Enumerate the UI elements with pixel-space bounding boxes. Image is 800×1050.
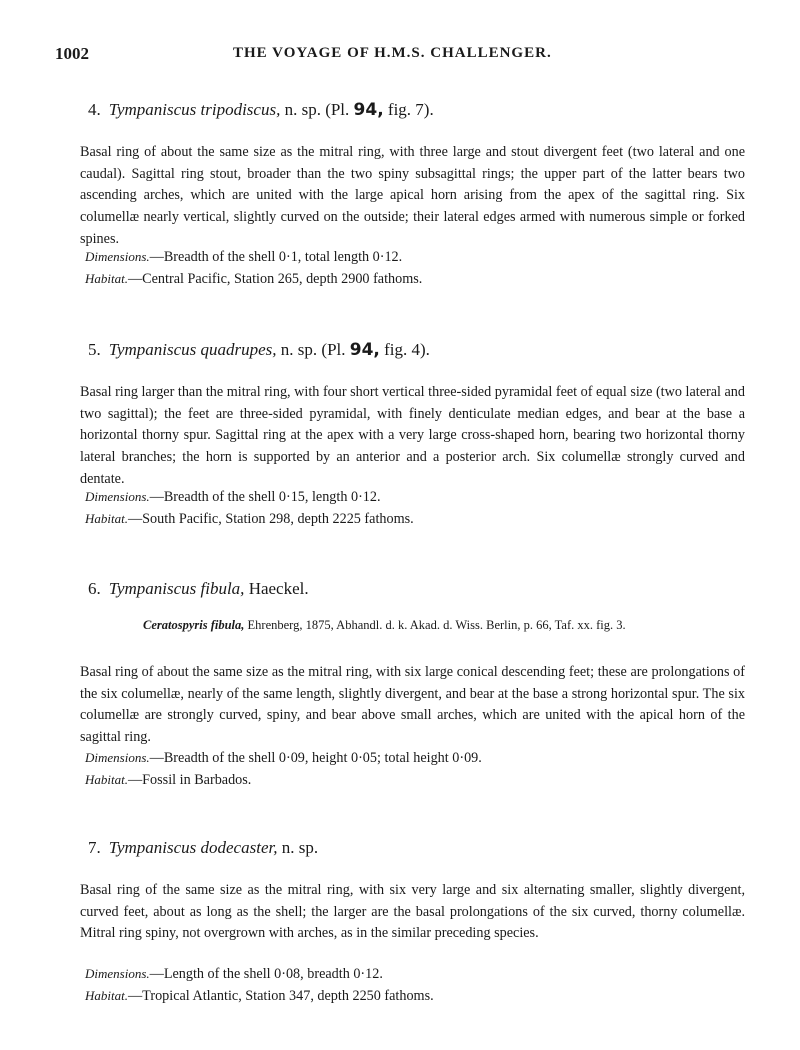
species-heading [80,340,745,360]
habitat-line [85,511,414,528]
dimensions-line [85,249,402,266]
species-description: Basal ring larger than the mitral ring, with four short vertical three-sided pyramidal feet of equal size (two lateral and two sagittal); the feet are three-sided pyramidal, with finely denticulate median edges, and bear at the base a horizontal thorny spur. Sagittal ring at the apex with a very large cross-shaped horn, bearing two horizontal thorny lateral branches; the horn is supported by an anterior and a posterior arch. Six columellæ strongly curved and dentate. [80,384,745,487]
citation-text: Ehrenberg, 1875, Abhandl. d. k. Akad. d. Wiss. Berlin, p. 66, Taf. xx. fig. 3. [244,618,626,632]
species-name: Tympaniscus tripodiscus, [108,100,281,119]
dimensions-label: Dimensions. [85,249,150,264]
dimensions-label: Dimensions. [85,489,150,504]
habitat-value: —Fossil in Barbados. [127,772,252,788]
species-name: Tympaniscus quadrupes, [108,340,277,359]
dimensions-label: Dimensions. [85,966,150,981]
species-status: n. sp. [277,838,319,857]
dimensions-line [85,966,383,983]
dimensions-line [85,750,482,767]
page-header [55,44,750,66]
habitat-line [85,988,434,1005]
species-status: n. sp. (Pl. [276,340,350,359]
habitat-line [85,772,251,789]
page-number: 1002 [55,44,89,63]
species-number: 4. [88,100,101,119]
synonym-citation [143,616,745,634]
habitat-label: Habitat. [85,511,128,526]
running-title: THE VOYAGE OF H.M.S. CHALLENGER. [233,45,552,61]
species-description-block [80,382,745,491]
species-description: Basal ring of the same size as the mitral ring, with six very large and six alternating smaller, slightly divergent, curved feet, about as long as the shell; the larger are the basal prolongations of the six curved, thorny columellæ. Mitral ring spiny, not overgrown with arches, as in the similar preceding species. [80,882,745,942]
species-number: 7. [88,838,101,857]
species-number: 5. [88,340,101,359]
habitat-label: Habitat. [85,772,128,787]
figure-ref: fig. 7). [383,100,434,119]
dimensions-value: —Breadth of the shell 0·1, total length 0·12. [149,249,403,265]
habitat-value: —Tropical Atlantic, Station 347, depth 2250 fathoms. [127,988,434,1004]
species-heading [80,838,745,858]
habitat-label: Habitat. [85,271,128,286]
habitat-value: —South Pacific, Station 298, depth 2225 fathoms. [127,511,414,527]
figure-ref: fig. 4). [379,340,430,359]
dimensions-value: —Breadth of the shell 0·09, height 0·05; total height 0·09. [149,750,482,766]
species-description: Basal ring of about the same size as the mitral ring, with six large conical descending feet; these are prolongations of the six columellæ, nearly of the same length, slightly divergent, and bear at the base a strong horizontal spur. The six columellæ are strongly curved, spiny, and bear above small arches, which are united with the apical horn of the sagittal ring. [80,664,745,746]
plate-number: 94, [353,100,384,120]
species-description-block [80,662,745,749]
species-heading [80,100,745,120]
dimensions-line [85,489,381,506]
species-heading [80,579,745,599]
species-description-block [80,142,745,251]
species-name: Tympaniscus fibula, [108,579,245,598]
species-number: 6. [88,579,101,598]
citation-name: Ceratospyris fibula, [143,618,245,632]
species-name: Tympaniscus dodecaster, [108,838,278,857]
habitat-value: —Central Pacific, Station 265, depth 2900 fathoms. [127,271,423,287]
dimensions-label: Dimensions. [85,750,150,765]
species-status: n. sp. (Pl. [280,100,354,119]
species-description: Basal ring of about the same size as the mitral ring, with three large and stout divergent feet (two lateral and one caudal). Sagittal ring stout, broader than the two spiny subsagittal rings; the upper part of the latter bears two ascending arches, which are united with the large apical horn arising from the apex of the sagittal ring. Six columellæ nearly vertical, slightly curved on the outside; their lateral edges armed with numerous simple or forked spines. [80,144,745,247]
habitat-label: Habitat. [85,988,128,1003]
dimensions-value: —Breadth of the shell 0·15, length 0·12. [149,489,381,505]
species-description-block [80,880,745,945]
habitat-line [85,271,422,288]
species-status: Haeckel. [244,579,309,598]
plate-number: 94, [349,340,380,360]
dimensions-value: —Length of the shell 0·08, breadth 0·12. [149,966,383,982]
